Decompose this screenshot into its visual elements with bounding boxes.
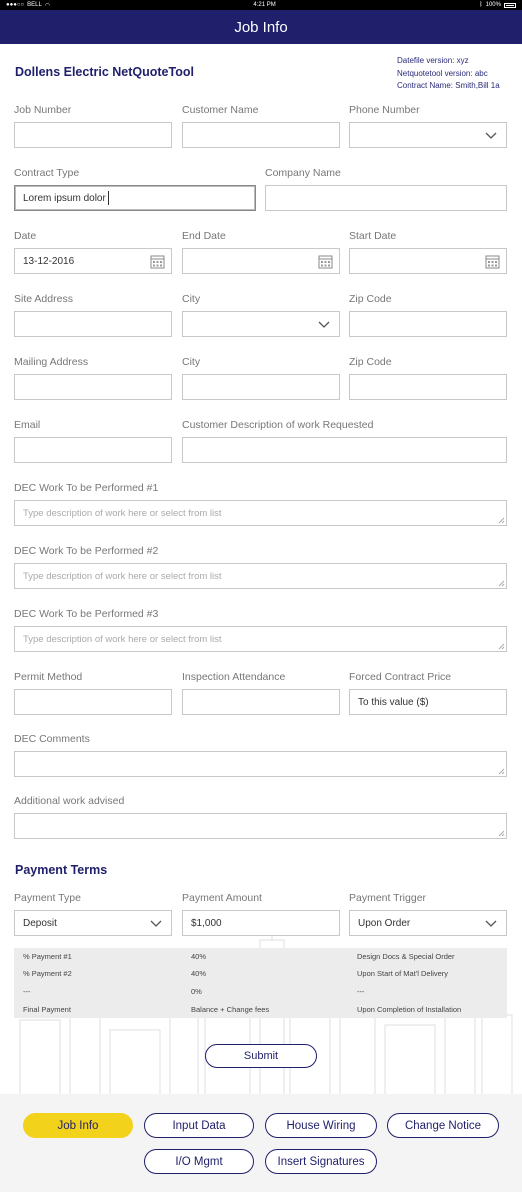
payment-schedule-table: [14, 948, 507, 1018]
forced-contract-price-label: Forced Contract Price: [349, 671, 452, 683]
mailing-address-label: Mailing Address: [14, 356, 89, 368]
inspection-attendance-input[interactable]: [182, 689, 340, 715]
customer-name-label: Customer Name: [182, 104, 259, 116]
phone-number-select[interactable]: [349, 122, 507, 148]
page-title: Job Info: [234, 18, 288, 36]
calendar-icon[interactable]: [485, 254, 500, 269]
start-date-input[interactable]: [349, 248, 507, 274]
resize-handle-icon[interactable]: [498, 643, 505, 650]
payment-terms-heading: Payment Terms: [15, 863, 108, 877]
job-number-label: Job Number: [14, 104, 72, 116]
job-number-input[interactable]: [14, 122, 172, 148]
site-zip-label: Zip Code: [349, 293, 392, 305]
battery-icon: [504, 3, 516, 8]
netquotetool-version: Netquotetool version: abc: [397, 68, 488, 78]
contract-type-input[interactable]: Lorem ipsum dolor: [14, 185, 256, 211]
nav-bar: [0, 10, 522, 44]
tab-io-mgmt[interactable]: I/O Mgmt: [144, 1149, 254, 1174]
mailing-city-input[interactable]: [182, 374, 340, 400]
payment-trigger-label: Payment Trigger: [349, 892, 427, 904]
submit-button[interactable]: Submit: [205, 1044, 317, 1068]
date-input[interactable]: 13-12-2016: [14, 248, 172, 274]
status-bar: [0, 0, 522, 10]
payment-type-label: Payment Type: [14, 892, 81, 904]
phone-number-label: Phone Number: [349, 104, 420, 116]
site-city-label: City: [182, 293, 201, 305]
dec-work-3-textarea[interactable]: Type description of work here or select from list: [14, 626, 507, 652]
battery-percent: 100%: [485, 2, 501, 8]
email-label: Email: [14, 419, 41, 431]
mailing-zip-input[interactable]: [349, 374, 507, 400]
mailing-zip-label: Zip Code: [349, 356, 392, 368]
resize-handle-icon[interactable]: [498, 517, 505, 524]
site-address-input[interactable]: [14, 311, 172, 337]
site-city-select[interactable]: [182, 311, 340, 337]
additional-work-textarea[interactable]: [14, 813, 507, 839]
customer-description-input[interactable]: [182, 437, 507, 463]
payment-amount-label: Payment Amount: [182, 892, 262, 904]
app-title: Dollens Electric NetQuoteTool: [15, 65, 194, 79]
date-label: Date: [14, 230, 37, 242]
tab-house-wiring[interactable]: House Wiring: [265, 1113, 377, 1138]
resize-handle-icon[interactable]: [498, 580, 505, 587]
site-zip-input[interactable]: [349, 311, 507, 337]
contract-name: Contract Name: Smith,Bill 1a: [397, 81, 500, 90]
company-name-input[interactable]: [265, 185, 507, 211]
customer-name-input[interactable]: [182, 122, 340, 148]
calendar-icon[interactable]: [150, 254, 165, 269]
signal-icon: ●●●○○: [6, 2, 25, 8]
clock: 4:21 PM: [253, 2, 276, 8]
permit-method-label: Permit Method: [14, 671, 83, 683]
permit-method-input[interactable]: [14, 689, 172, 715]
payment-trigger-select[interactable]: Upon Order: [349, 910, 507, 936]
version-info: [397, 55, 500, 93]
carrier-label: BELL: [27, 2, 42, 8]
site-address-label: Site Address: [14, 293, 73, 305]
calendar-icon[interactable]: [318, 254, 333, 269]
inspection-attendance-label: Inspection Attendance: [182, 671, 286, 683]
end-date-label: End Date: [182, 230, 226, 242]
table-row: Final Payment Balance + Change fees Upon Completion of Installation: [23, 1005, 462, 1014]
forced-contract-price-input[interactable]: To this value ($): [349, 689, 507, 715]
table-row: --- 0% ---: [23, 987, 365, 996]
company-name-label: Company Name: [265, 167, 341, 179]
dec-work-3-label: DEC Work To be Performed #3: [14, 608, 159, 620]
dec-work-1-textarea[interactable]: Type description of work here or select from list: [14, 500, 507, 526]
tab-insert-signatures[interactable]: Insert Signatures: [265, 1149, 377, 1174]
end-date-input[interactable]: [182, 248, 340, 274]
start-date-label: Start Date: [349, 230, 397, 242]
payment-amount-input[interactable]: $1,000: [182, 910, 340, 936]
tab-input-data[interactable]: Input Data: [144, 1113, 254, 1138]
chevron-down-icon: [317, 318, 331, 330]
payment-type-select[interactable]: Deposit: [14, 910, 172, 936]
dec-comments-label: DEC Comments: [14, 733, 90, 745]
text-cursor: [108, 191, 109, 205]
table-row: % Payment #2 40% Upon Start of Mat'l Delivery: [23, 969, 449, 978]
dec-work-1-label: DEC Work To be Performed #1: [14, 482, 159, 494]
additional-work-label: Additional work advised: [14, 795, 125, 807]
dec-work-2-label: DEC Work To be Performed #2: [14, 545, 159, 557]
resize-handle-icon[interactable]: [498, 768, 505, 775]
chevron-down-icon: [484, 129, 498, 141]
contract-type-label: Contract Type: [14, 167, 80, 179]
mailing-address-input[interactable]: [14, 374, 172, 400]
wifi-icon: ◠: [44, 2, 51, 9]
tab-change-notice[interactable]: Change Notice: [387, 1113, 499, 1138]
tab-job-info[interactable]: Job Info: [23, 1113, 133, 1138]
customer-description-label: Customer Description of work Requested: [182, 419, 374, 431]
resize-handle-icon[interactable]: [498, 830, 505, 837]
dec-comments-textarea[interactable]: [14, 751, 507, 777]
bottom-tab-bar: [0, 1094, 522, 1192]
email-input[interactable]: [14, 437, 172, 463]
chevron-down-icon: [149, 917, 163, 929]
chevron-down-icon: [484, 917, 498, 929]
bluetooth-icon: ᛒ: [479, 2, 483, 8]
dec-work-2-textarea[interactable]: Type description of work here or select from list: [14, 563, 507, 589]
table-row: % Payment #1 40% Design Docs & Special Order: [23, 952, 455, 961]
datefile-version: Datefile version: xyz: [397, 56, 469, 65]
mailing-city-label: City: [182, 356, 201, 368]
